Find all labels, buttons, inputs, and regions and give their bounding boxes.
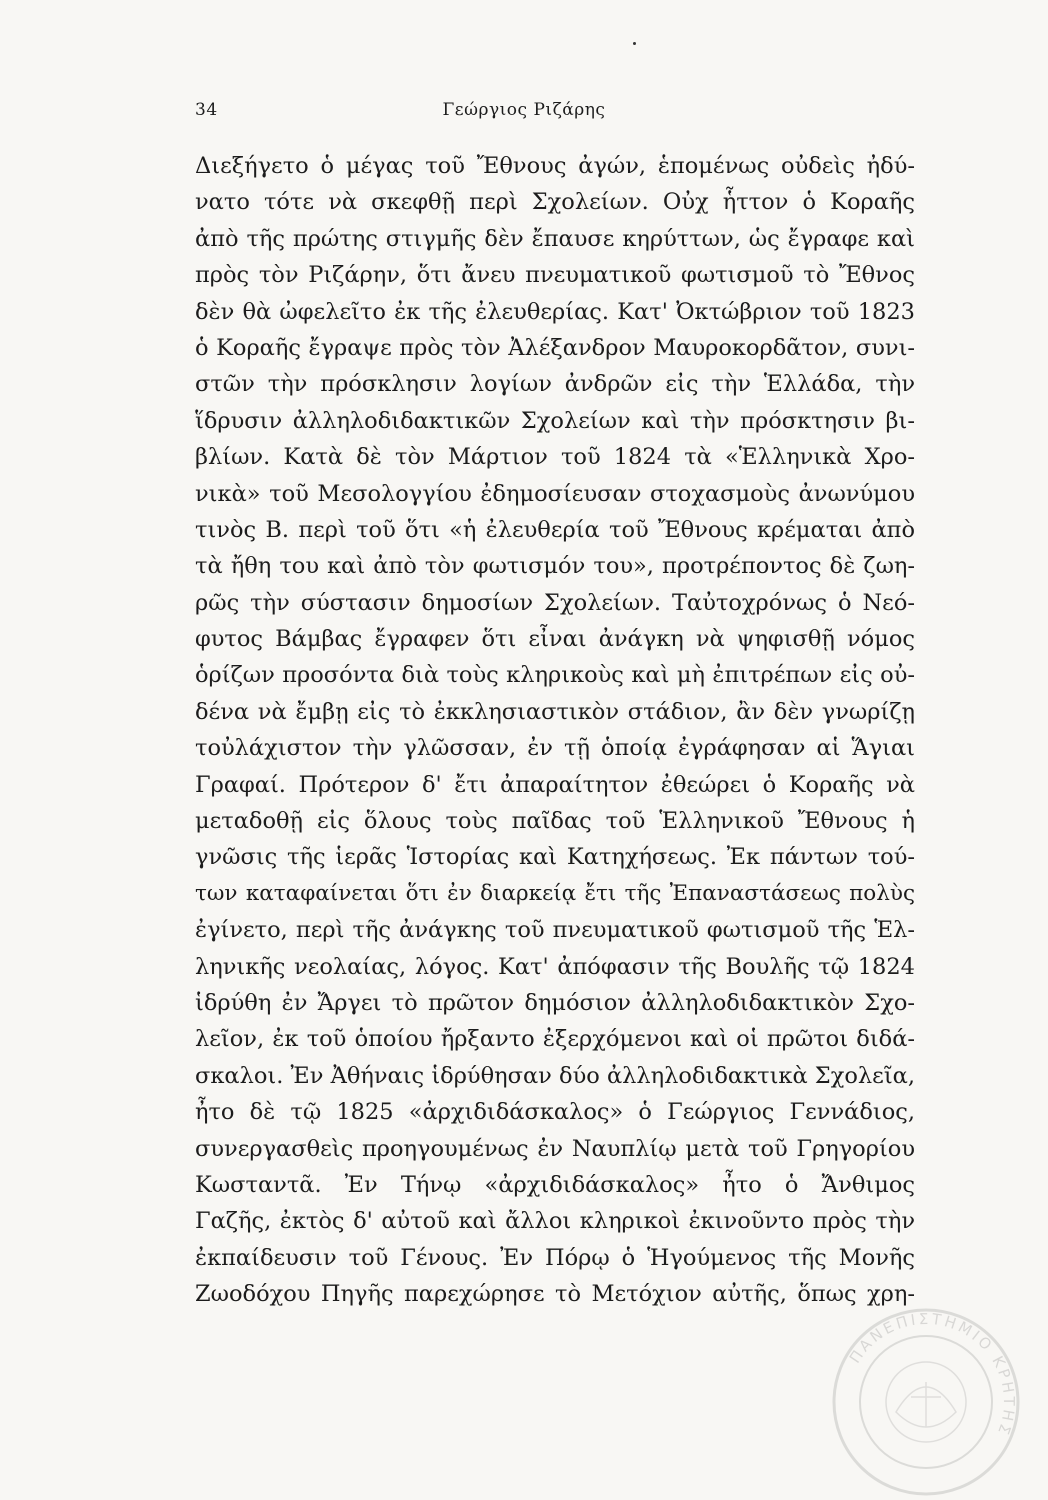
text-line: Ζωοδόχου Πηγῆς παρεχώρησε τὸ Μετόχιον αὐτῆς, ὅπως χρη- [195,1281,915,1308]
text-line: συνεργασθεὶς προηγουμένως ἐν Ναυπλίῳ μετὰ τοῦ Γρηγορίου [195,1135,915,1162]
text-line: ἀπὸ τῆς πρώτης στιγμῆς δὲν ἔπαυσε κηρύττων, ὡς ἔγραφε καὶ [195,225,915,252]
text-line: Γραφαί. Πρότερον δ' ἔτι ἀπαραίτητον ἐθεώρει ὁ Κοραῆς νὰ [195,771,915,798]
text-line: Κωσταντᾶ. Ἐν Τήνῳ «ἀρχιδιδάσκαλος» ἦτο ὁ Ἄνθιμος [195,1171,915,1198]
body-text [195,148,915,1313]
text-line: πρὸς τὸν Ριζάρην, ὅτι ἄνευ πνευματικοῦ φωτισμοῦ τὸ Ἔθνος [195,262,915,289]
text-line: Διεξήγετο ὁ μέγας τοῦ Ἔθνους ἀγών, ἑπομένως οὐδεὶς ἠδύ- [195,153,915,179]
text-line: ρῶς τὴν σύστασιν δημοσίων Σχολείων. Ταὐτοχρόνως ὁ Νεό- [195,589,915,616]
library-stamp-icon [826,1302,1026,1500]
text-line: νικὰ» τοῦ Μεσολογγίου ἐδημοσίευσαν στοχασμοὺς ἀνωνύμου [195,480,915,507]
text-line: νατο τότε νὰ σκεφθῇ περὶ Σχολείων. Οὐχ ἧττον ὁ Κοραῆς [195,189,915,216]
text-line: τοὐλάχιστον τὴν γλῶσσαν, ἐν τῇ ὁποίᾳ ἐγράφησαν αἱ Ἅγιαι [195,735,915,762]
text-line: γνῶσις τῆς ἱερᾶς Ἱστορίας καὶ Κατηχήσεως. Ἐκ πάντων τού- [195,844,915,871]
text-line: δὲν θὰ ὠφελεῖτο ἐκ τῆς ἐλευθερίας. Κατ' Ὀκτώβριον τοῦ 1823 [195,298,915,325]
text-line: τινὸς Β. περὶ τοῦ ὅτι «ἡ ἐλευθερία τοῦ Ἔθνους κρέμαται ἀπὸ [195,516,915,543]
text-line: μεταδοθῇ εἰς ὅλους τοὺς παῖδας τοῦ Ἑλληνικοῦ Ἔθνους ἡ [195,808,915,835]
text-line: λεῖον, ἐκ τοῦ ὁποίου ἤρξαντο ἐξερχόμενοι καὶ οἱ πρῶτοι διδά- [195,1026,915,1053]
text-line: ἦτο δὲ τῷ 1825 «ἀρχιδιδάσκαλος» ὁ Γεώργιος Γεννάδιος, [195,1099,915,1126]
running-title: Γεώργιος Ριζάρης [442,100,606,120]
text-line: ἐγίνετο, περὶ τῆς ἀνάγκης τοῦ πνευματικοῦ φωτισμοῦ τῆς Ἑλ- [195,917,915,944]
text-line: δένα νὰ ἔμβῃ εἰς τὸ ἐκκλησιαστικὸν στάδιον, ἂν δὲν γνωρίζῃ [195,698,915,725]
text-line: ἵδρυσιν ἀλληλοδιδακτικῶν Σχολείων καὶ τὴν πρόσκτησιν βι- [195,407,915,434]
text-line: βλίων. Κατὰ δὲ τὸν Μάρτιον τοῦ 1824 τὰ «Ἑλληνικὰ Χρο- [195,444,915,471]
text-line: Γαζῆς, ἐκτὸς δ' αὐτοῦ καὶ ἄλλοι κληρικοὶ ἐκινοῦντο πρὸς τὴν [195,1208,915,1235]
text-line: ἐκπαίδευσιν τοῦ Γένους. Ἐν Πόρῳ ὁ Ἡγούμενος τῆς Μονῆς [195,1244,915,1271]
text-line: ληνικῆς νεολαίας, λόγος. Κατ' ἀπόφασιν τῆς Βουλῆς τῷ 1824 [195,953,915,980]
text-line: σκαλοι. Ἐν Ἀθήναις ἱδρύθησαν δύο ἀλληλοδιδακτικὰ Σχολεῖα, [195,1062,915,1089]
page-number: 34 [195,100,218,120]
text-line: τὰ ἤθη του καὶ ἀπὸ τὸν φωτισμόν του», προτρέποντος δὲ ζωη- [195,553,915,580]
text-line: στῶν τὴν πρόσκλησιν λογίων ἀνδρῶν εἰς τὴν Ἑλλάδα, τὴν [195,371,915,398]
text-line: των καταφαίνεται ὅτι ἐν διαρκείᾳ ἔτι τῆς Ἐπαναστάσεως πολὺς [195,880,915,906]
text-line: φυτος Βάμβας ἔγραφεν ὅτι εἶναι ἀνάγκη νὰ ψηφισθῇ νόμος [195,626,915,653]
text-line: ὁ Κοραῆς ἔγραψε πρὸς τὸν Ἀλέξανδρον Μαυροκορδᾶτον, συνι- [195,334,915,361]
stamp-text: ΠΑΝΕΠΙΣΤΗΜΙΟ ΚΡΗΤΗΣ [845,1309,1019,1440]
text-line: ὁρίζων προσόντα διὰ τοὺς κληρικοὺς καὶ μὴ ἐπιτρέπων εἰς οὐ- [195,662,915,689]
svg-text:ΠΑΝΕΠΙΣΤΗΜΙΟ ΚΡΗΤΗΣ [846,1310,1018,1439]
text-line: ἱδρύθη ἐν Ἄργει τὸ πρῶτον δημόσιον ἀλληλοδιδακτικὸν Σχο- [195,989,915,1016]
speck [633,42,636,45]
